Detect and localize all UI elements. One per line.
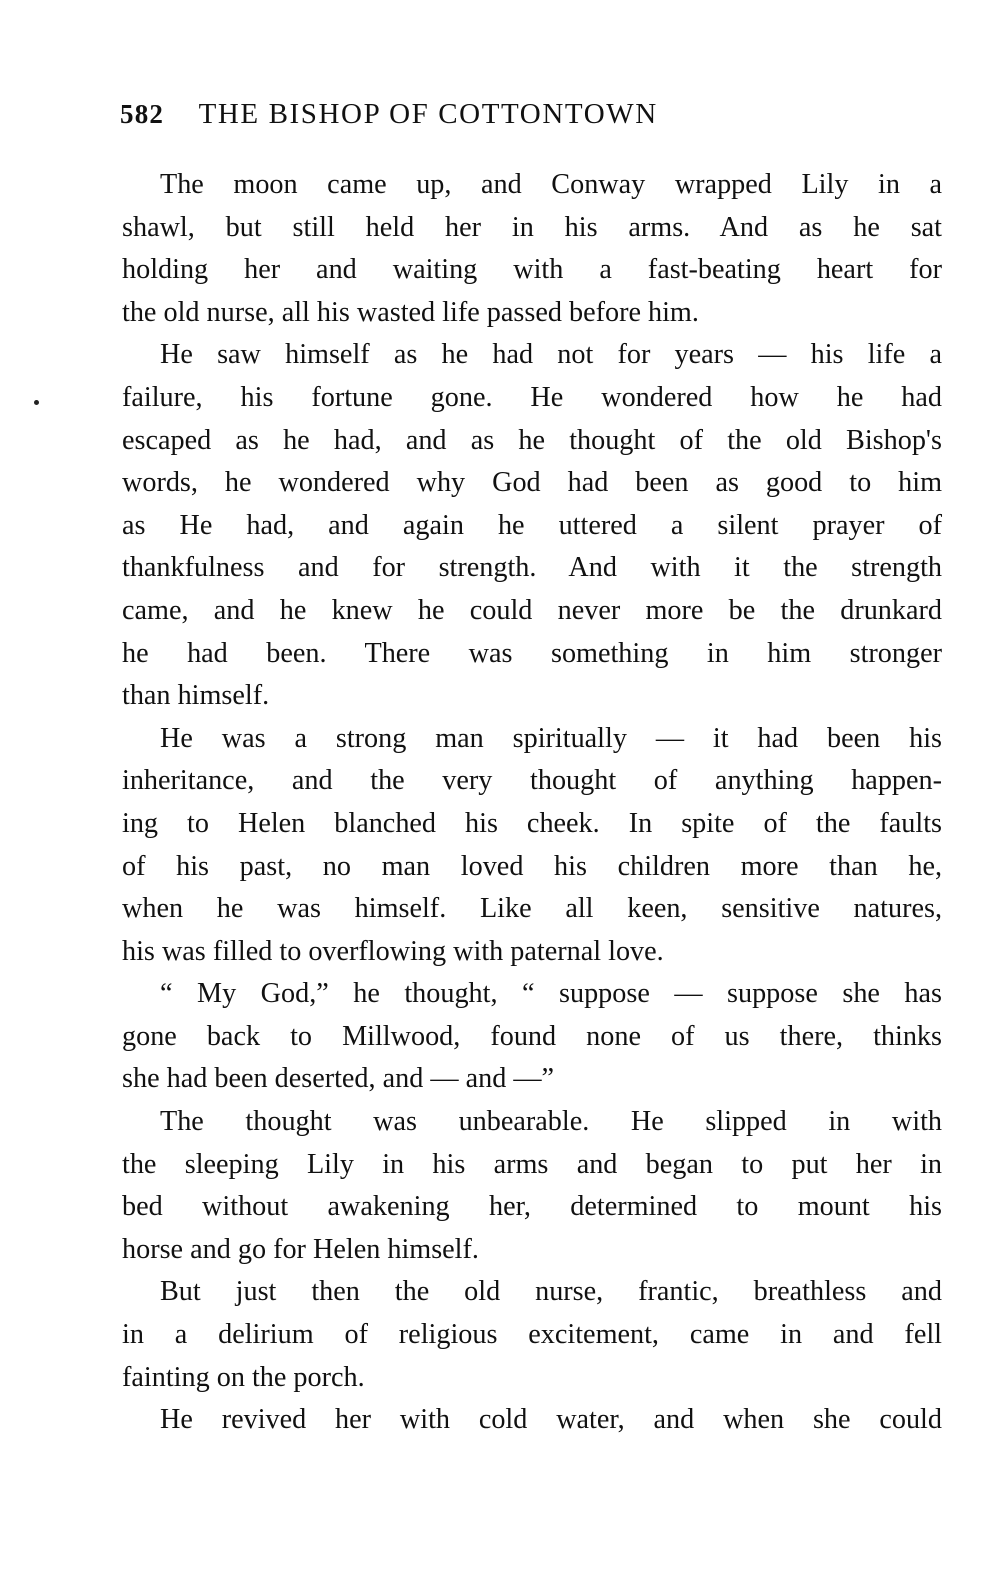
text-line: inheritance, and the very thought of anything happen-	[122, 765, 942, 797]
text-line: than himself.	[122, 680, 270, 712]
text-line: as He had, and again he uttered a silent prayer of	[122, 509, 942, 541]
text-line: failure, his fortune gone. He wondered how he had	[122, 381, 942, 413]
text-line: words, he wondered why God had been as good to him	[122, 467, 942, 499]
text-line: of his past, no man loved his children more than he,	[122, 850, 942, 882]
text-line: “ My God,” he thought, “ suppose — suppose she has	[160, 978, 942, 1010]
text-line: his was filled to overflowing with paternal love.	[122, 935, 664, 967]
paragraph	[122, 164, 942, 334]
paragraph	[122, 334, 942, 717]
text-line: he had been. There was something in him stronger	[122, 637, 942, 669]
text-line: she had been deserted, and — and —”	[122, 1063, 555, 1095]
running-title: THE BISHOP OF COTTONTOWN	[198, 98, 658, 130]
text-line: the old nurse, all his wasted life passed before him.	[122, 296, 699, 328]
text-line: bed without awakening her, determined to mount his	[122, 1191, 942, 1223]
text-line: the sleeping Lily in his arms and began to put her in	[122, 1148, 942, 1180]
text-line: escaped as he had, and as he thought of the old Bishop's	[122, 424, 942, 456]
text-line: came, and he knew he could never more be the drunkard	[122, 594, 942, 626]
text-line: He was a strong man spiritually — it had been his	[160, 722, 942, 754]
text-line: ing to Helen blanched his cheek. In spite of the faults	[122, 807, 942, 839]
text-line: when he was himself. Like all keen, sensitive natures,	[122, 893, 942, 925]
paragraph-continued	[122, 1399, 942, 1442]
text-line: The moon came up, and Conway wrapped Lily in a	[160, 169, 942, 200]
page-number: 582	[120, 99, 165, 129]
text-line: shawl, but still held her in his arms. And as he sat	[122, 211, 942, 243]
body-text	[122, 164, 942, 1442]
text-line: horse and go for Helen himself.	[122, 1233, 479, 1265]
text-line: The thought was unbearable. He slipped in with	[160, 1106, 942, 1138]
text-line: He revived her with cold water, and when she could	[160, 1404, 942, 1436]
text-line: holding her and waiting with a fast-beating heart for	[122, 254, 942, 286]
running-head	[120, 98, 820, 138]
text-line: He saw himself as he had not for years — his life a	[160, 339, 942, 371]
print-speck-mark	[34, 400, 39, 405]
text-line: thankfulness and for strength. And with it the strength	[122, 552, 942, 584]
text-line: gone back to Millwood, found none of us there, thinks	[122, 1020, 942, 1052]
text-line: fainting on the porch.	[122, 1361, 365, 1393]
text-line: in a delirium of religious excitement, came in and fell	[122, 1319, 942, 1351]
paragraph	[122, 718, 942, 974]
paragraph	[122, 973, 942, 1101]
paragraph	[122, 1271, 942, 1399]
text-line: But just then the old nurse, frantic, breathless and	[160, 1276, 942, 1308]
paragraph	[122, 1101, 942, 1271]
